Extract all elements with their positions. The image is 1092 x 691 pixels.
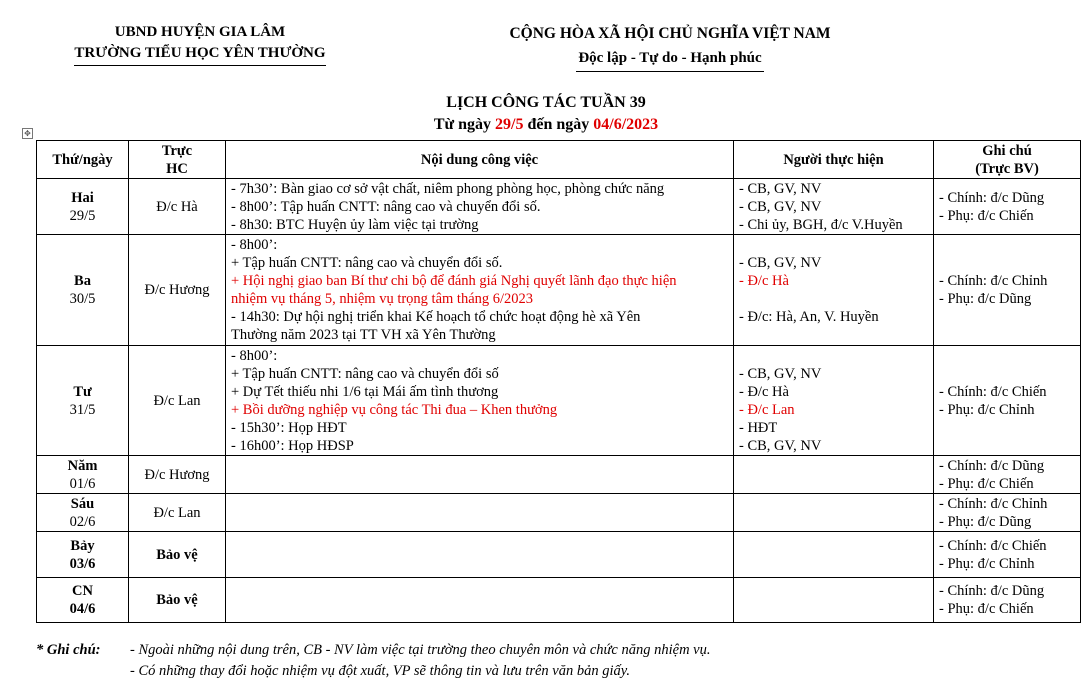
day-date: 01/6 — [69, 475, 96, 492]
person-cell — [734, 494, 934, 532]
content-cell — [226, 456, 734, 494]
day-cell — [37, 346, 129, 456]
day-name: Tư — [73, 383, 92, 400]
duty-cell: Đ/c Hương — [129, 456, 226, 494]
person-cell-line: - Đ/c Hà — [739, 383, 789, 400]
content-cell — [226, 494, 734, 532]
day-name: Hai — [71, 189, 94, 206]
person-cell — [734, 532, 934, 578]
note-cell — [934, 346, 1081, 456]
table-row — [37, 456, 1081, 494]
person-cell-line: - CB, GV, NV — [739, 365, 822, 382]
note-cell — [934, 456, 1081, 494]
content-cell-line: - 15h30’: Họp HĐT — [231, 419, 347, 436]
person-cell-line: - CB, GV, NV — [739, 198, 822, 215]
range-prefix: Từ ngày — [433, 116, 496, 133]
content-cell — [226, 235, 734, 346]
range-from: 29/5 — [495, 116, 524, 133]
schedule-date-range — [0, 114, 1092, 136]
note-line: - Chính: đ/c Chỉnh — [939, 273, 1048, 289]
table-row — [37, 494, 1081, 532]
table-row — [37, 532, 1081, 578]
range-mid: đến ngày — [523, 116, 594, 133]
footer-label: * Ghi chú: — [36, 642, 101, 658]
day-cell — [37, 235, 129, 346]
duty-cell: Đ/c Lan — [129, 346, 226, 456]
schedule-table — [36, 140, 1081, 623]
note-cell — [934, 179, 1081, 235]
note-line: - Phụ: đ/c Chỉnh — [939, 401, 1035, 418]
person-cell-line: - HĐT — [739, 419, 778, 436]
day-cell — [37, 532, 129, 578]
person-cell-line: - CB, GV, NV — [739, 437, 822, 454]
note-cell — [934, 494, 1081, 532]
content-cell-line: + Dự Tết thiếu nhi 1/6 tại Mái ấm tình thương — [231, 383, 499, 400]
day-name: Ba — [74, 273, 91, 289]
day-name: Sáu — [70, 495, 95, 512]
note-line: - Chính: đ/c Dũng — [939, 583, 1045, 599]
col-note: Ghi chú (Trực BV) — [934, 141, 1081, 179]
person-cell-line: - Đ/c Lan — [739, 401, 795, 418]
col-day: Thứ/ngày — [37, 141, 129, 179]
duty-cell: Bảo vệ — [129, 578, 226, 623]
person-cell — [734, 578, 934, 623]
note-cell — [934, 578, 1081, 623]
note-line: - Phụ: đ/c Chỉnh — [939, 555, 1035, 572]
day-name: CN — [72, 583, 93, 599]
person-cell-line: - CB, GV, NV — [739, 180, 822, 197]
person-cell-line — [739, 326, 928, 344]
content-cell-line: Thường năm 2023 tại TT VH xã Yên Thường — [231, 327, 496, 343]
day-date: 30/5 — [69, 291, 96, 307]
note-cell — [934, 235, 1081, 346]
day-date: 31/5 — [69, 401, 96, 418]
person-cell-line — [739, 290, 928, 308]
org-header — [40, 22, 360, 66]
note-line: - Chính: đ/c Dũng — [939, 189, 1045, 206]
note-cell — [934, 532, 1081, 578]
day-cell — [37, 456, 129, 494]
person-cell — [734, 235, 934, 346]
content-cell-line: - 7h30’: Bàn giao cơ sở vật chất, niêm phong phòng học, phòng chức năng — [231, 180, 665, 197]
person-cell-line: - Đ/c: Hà, An, V. Huyền — [739, 309, 879, 325]
content-cell — [226, 179, 734, 235]
day-name: Bảy — [70, 537, 95, 554]
note-line: - Chính: đ/c Chỉnh — [939, 495, 1048, 512]
table-row — [37, 346, 1081, 456]
note-line: - Phụ: đ/c Chiến — [939, 601, 1034, 617]
day-date: 02/6 — [69, 513, 96, 530]
col-content: Nội dung công việc — [226, 141, 734, 179]
day-cell — [37, 179, 129, 235]
day-cell — [37, 494, 129, 532]
content-cell-line: - 8h30: BTC Huyện ủy làm việc tại trường — [231, 216, 479, 233]
person-cell — [734, 456, 934, 494]
day-cell — [37, 578, 129, 623]
person-cell — [734, 346, 934, 456]
person-cell — [734, 179, 934, 235]
note-line: - Chính: đ/c Chiến — [939, 383, 1047, 400]
content-cell-line: + Tập huấn CNTT: nâng cao và chuyển đổi số. — [231, 255, 503, 271]
day-date: 04/6 — [69, 601, 96, 617]
content-cell-line: + Tập huấn CNTT: nâng cao và chuyển đổi số — [231, 365, 499, 382]
person-cell-line: - Chi ủy, BGH, đ/c V.Huyền — [739, 216, 903, 233]
table-row — [37, 235, 1081, 346]
nation-title: CỘNG HÒA XÃ HỘI CHỦ NGHĨA VIỆT NAM — [509, 25, 831, 42]
org-name-line2: TRƯỜNG TIỂU HỌC YÊN THƯỜNG — [74, 43, 325, 66]
note-line: - Phụ: đ/c Chiến — [939, 207, 1034, 224]
col-person: Người thực hiện — [734, 141, 934, 179]
day-date: 29/5 — [69, 207, 96, 224]
schedule-title-block — [0, 92, 1092, 136]
note-line: - Chính: đ/c Chiến — [939, 537, 1047, 554]
note-line: - Phụ: đ/c Chiến — [939, 475, 1034, 492]
footer-note: - Ngoài những nội dung trên, CB - NV làm việc tại trường theo chuyên môn và chức năng nhiệm vụ. — [130, 642, 711, 658]
table-row — [37, 179, 1081, 235]
content-cell-line: - 8h00’: Tập huấn CNTT: nâng cao và chuyển đổi số. — [231, 198, 541, 215]
move-handle-icon[interactable]: ✥ — [22, 128, 33, 139]
duty-cell: Đ/c Lan — [129, 494, 226, 532]
person-cell-line: - Đ/c Hà — [739, 273, 789, 289]
header-row — [37, 141, 1081, 179]
content-cell — [226, 346, 734, 456]
day-name: Năm — [67, 457, 98, 474]
person-cell-line: - CB, GV, NV — [739, 255, 822, 271]
nation-motto: Độc lập - Tự do - Hạnh phúc — [576, 46, 763, 72]
content-cell-line: - 14h30: Dự hội nghị triển khai Kế hoạch tổ chức hoạt động hè xã Yên — [231, 309, 641, 325]
col-duty: Trực HC — [129, 141, 226, 179]
content-cell — [226, 532, 734, 578]
duty-cell: Đ/c Hà — [129, 179, 226, 235]
content-cell-line: nhiệm vụ tháng 5, nhiệm vụ trọng tâm tháng 6/2023 — [231, 291, 534, 307]
content-cell-line: + Hội nghị giao ban Bí thư chi bộ để đánh giá Nghị quyết lãnh đạo thực hiện — [231, 273, 677, 289]
content-cell-line: + Bồi dưỡng nghiệp vụ công tác Thi đua – Khen thưởng — [231, 401, 558, 418]
note-line: - Chính: đ/c Dũng — [939, 457, 1045, 474]
duty-cell: Bảo vệ — [129, 532, 226, 578]
day-date: 03/6 — [69, 555, 96, 572]
note-line: - Phụ: đ/c Dũng — [939, 513, 1032, 530]
duty-cell: Đ/c Hương — [129, 235, 226, 346]
content-cell-line: - 8h00’: — [231, 347, 278, 364]
org-name-line1: UBND HUYỆN GIA LÂM — [114, 24, 286, 40]
content-cell-line: - 8h00’: — [231, 237, 278, 253]
nation-header — [480, 22, 860, 72]
range-to: 04/6/2023 — [593, 116, 659, 133]
person-cell-line — [739, 236, 928, 254]
content-cell — [226, 578, 734, 623]
schedule-title: LỊCH CÔNG TÁC TUẦN 39 — [446, 94, 646, 111]
footer-note: - Có những thay đổi hoặc nhiệm vụ đột xuất, VP sẽ thông tin và lưu trên văn bản giấy. — [130, 663, 631, 679]
person-cell-line — [739, 347, 928, 365]
table-row — [37, 578, 1081, 623]
content-cell-line: - 16h00’: Họp HĐSP — [231, 437, 354, 454]
note-line: - Phụ: đ/c Dũng — [939, 291, 1032, 307]
